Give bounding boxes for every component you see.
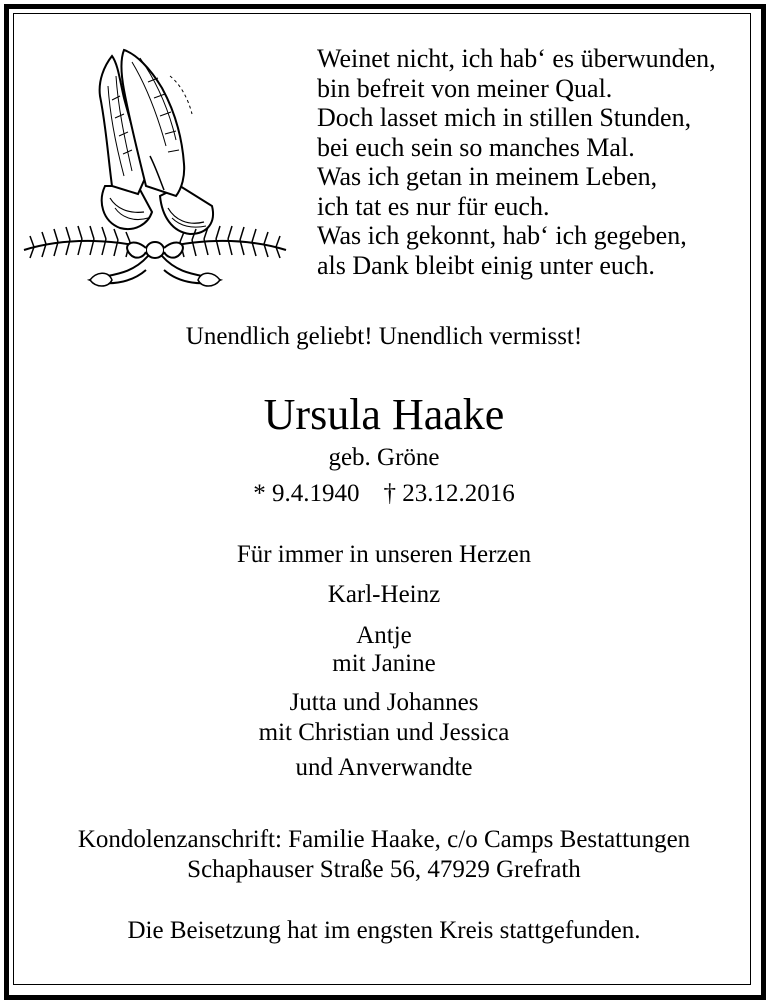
deceased-name: Ursula Haake — [263, 390, 505, 439]
poem-line: Weinet nicht, ich hab‘ es überwunden, — [317, 44, 716, 73]
condolence-line: Schaphauser Straße 56, 47929 Grefrath — [187, 856, 581, 883]
poem — [317, 44, 737, 280]
condolence-line: Kondolenzanschrift: Familie Haake, c/o Camps Bestattungen — [77, 826, 691, 853]
birth-date: * 9.4.1940 — [253, 480, 360, 507]
maiden-name: geb. Gröne — [328, 444, 440, 471]
mourner-name: mit Janine — [332, 650, 436, 677]
mourners-intro: Für immer in unseren Herzen — [236, 541, 532, 568]
poem-line: Was ich gekonnt, hab‘ ich gegeben, — [317, 221, 687, 250]
praying-hands-icon — [20, 36, 290, 296]
mourner-name: Jutta und Johannes — [289, 689, 479, 716]
mourner-name: Karl-Heinz — [327, 581, 441, 608]
motto: Unendlich geliebt! Unendlich vermisst! — [185, 323, 583, 350]
life-dates — [0, 480, 768, 508]
mourner-relatives: und Anverwandte — [295, 754, 473, 781]
palm-branches-with-bow-icon — [24, 226, 286, 286]
condolence-address — [0, 825, 768, 885]
poem-line: ich tat es nur für euch. — [317, 191, 550, 221]
poem-line: Was ich getan in meinem Leben, — [317, 162, 658, 191]
burial-note: Die Beisetzung hat im engsten Kreis stattgefunden. — [127, 917, 641, 944]
mourner-name: mit Christian und Jessica — [258, 719, 510, 746]
poem-line: als Dank bleibt einig unter euch. — [317, 250, 655, 280]
poem-line: Doch lasset mich in stillen Stunden, — [317, 103, 692, 132]
mourner-group — [0, 688, 768, 748]
mourner-group — [0, 622, 768, 678]
mourner-name: Antje — [356, 622, 412, 649]
praying-hands-emblem — [20, 36, 290, 296]
death-date: † 23.12.2016 — [383, 480, 515, 507]
poem-line: bin befreit von meiner Qual. — [317, 73, 613, 103]
poem-line: bei euch sein so manches Mal. — [317, 132, 635, 162]
